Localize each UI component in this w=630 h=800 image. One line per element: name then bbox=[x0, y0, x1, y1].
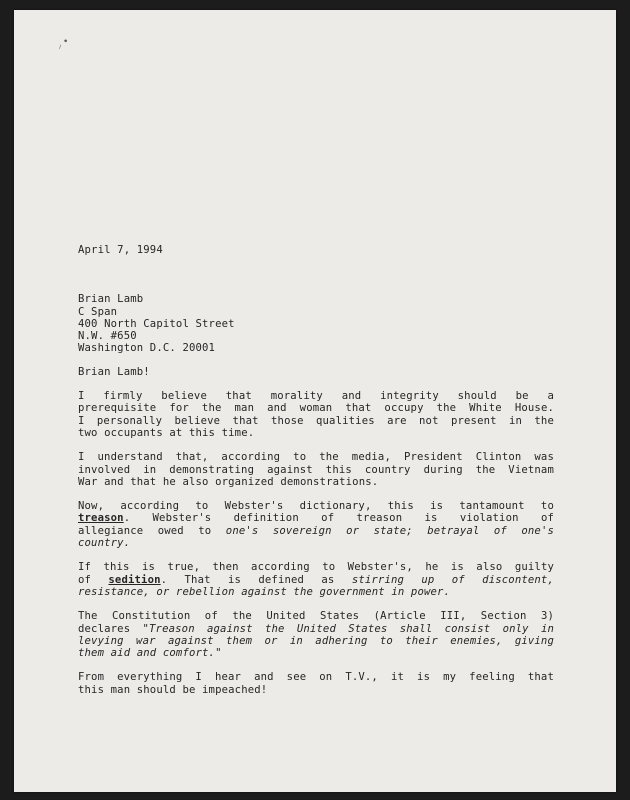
paragraph-line: I understand that, according to the media, President Clinton was bbox=[78, 451, 554, 464]
address-line: Washington D.C. 20001 bbox=[78, 342, 216, 355]
recipient-address bbox=[78, 293, 554, 354]
quoted-definition: stirring up of discontent, bbox=[351, 573, 554, 586]
paragraph-line bbox=[78, 623, 554, 635]
pen-mark: ⸝ • bbox=[55, 36, 72, 52]
paragraph-text: . That is defined as bbox=[160, 573, 352, 586]
paragraph-line bbox=[78, 512, 554, 524]
paragraph-line: The Constitution of the United States (Article III, Section 3) bbox=[78, 610, 554, 623]
address-line: C Span bbox=[78, 305, 118, 318]
paragraph-line: If this is true, then according to Webster's, he is also guilty bbox=[78, 561, 554, 574]
paragraph-text: of bbox=[78, 573, 109, 586]
constitution-quote: levying war against them or in adhering to their enemies, giving bbox=[78, 634, 554, 647]
paragraph-morality bbox=[78, 390, 554, 439]
paragraph-text: declares " bbox=[78, 622, 150, 635]
paragraph-line bbox=[78, 574, 554, 586]
paragraph-text: " bbox=[215, 647, 222, 660]
paragraph-treason bbox=[78, 500, 554, 549]
address-line: N.W. #650 bbox=[78, 330, 137, 343]
paragraph-text: . Webster's definition of treason is violation of bbox=[123, 512, 554, 525]
paragraph-text: allegiance owed to bbox=[78, 524, 226, 537]
paragraph-demonstrations bbox=[78, 451, 554, 488]
letter-page bbox=[14, 10, 616, 792]
address-line: Brian Lamb bbox=[78, 293, 144, 306]
paragraph-line: I firmly believe that morality and integrity should be a bbox=[78, 390, 554, 403]
paragraph-line: Now, according to Webster's dictionary, this is tantamount to bbox=[78, 500, 554, 513]
constitution-quote: them aid and comfort. bbox=[78, 647, 216, 660]
treason-word: treason bbox=[78, 512, 124, 525]
sedition-word: sedition bbox=[108, 573, 161, 586]
constitution-quote: Treason against the United States shall consist only in bbox=[149, 622, 555, 635]
paragraph-line: two occupants at this time. bbox=[78, 426, 255, 439]
paragraph-line bbox=[78, 525, 554, 537]
quoted-definition: one's sovereign or state; betrayal of one's bbox=[225, 524, 554, 537]
paragraph-line: this man should be impeached! bbox=[78, 683, 268, 696]
salutation: Brian Lamb! bbox=[78, 365, 150, 378]
quoted-definition: country. bbox=[78, 537, 131, 550]
paragraph-line: prerequisite for the man and woman that occupy the White House. bbox=[78, 402, 554, 415]
letter-body bbox=[78, 244, 554, 708]
paragraph-conclusion bbox=[78, 671, 554, 696]
paragraph-line: I personally believe that those qualities are not present in the bbox=[78, 414, 554, 427]
letter-date: April 7, 1994 bbox=[78, 244, 163, 256]
quoted-definition: resistance, or rebellion against the government in power. bbox=[78, 585, 451, 598]
paragraph-line: From everything I hear and see on T.V., it is my feeling that bbox=[78, 671, 554, 684]
paragraph-line: War and that he also organized demonstrations. bbox=[78, 475, 379, 488]
paragraph-sedition bbox=[78, 561, 554, 598]
paragraph-constitution bbox=[78, 610, 554, 659]
paragraph-line: involved in demonstrating against this country during the Vietnam bbox=[78, 463, 554, 476]
address-line: 400 North Capitol Street bbox=[78, 317, 235, 330]
paragraph-line bbox=[78, 647, 554, 659]
